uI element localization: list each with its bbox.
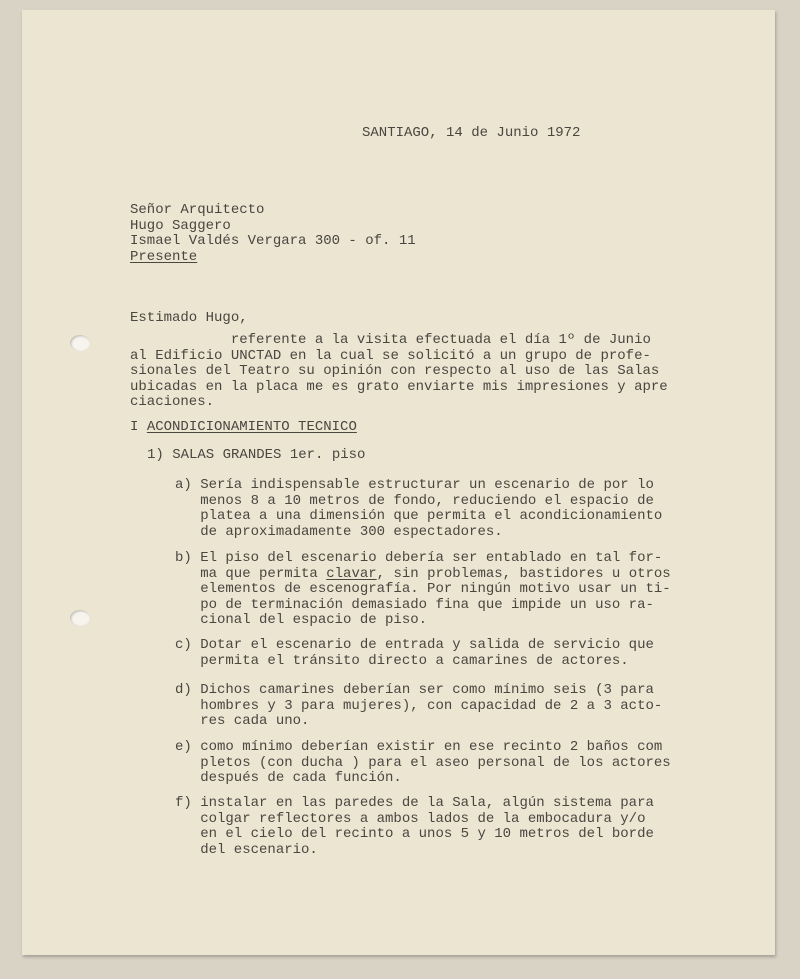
text-line: después de cada función. [175,770,402,786]
text-line: ciaciones. [130,394,215,410]
text-line: platea a una dimensión que permita el acondicionamiento [175,508,663,524]
intro-paragraph [130,333,668,411]
text-line: d) Dichos camarines deberían ser como mínimo seis (3 para [175,682,654,698]
item-f [175,796,654,858]
item-e [175,740,671,787]
item-d [175,683,662,730]
text-line: f) instalar en las paredes de la Sala, algún sistema para [175,795,654,811]
item-a [175,478,662,540]
text-line: menos 8 a 10 metros de fondo, reduciendo el espacio de [175,492,654,509]
text-segment: ma que permita [175,565,327,582]
text-line: c) Dotar el escenario de entrada y salida de servicio que [175,637,654,653]
text-line: res cada uno. [175,713,310,729]
text-line: en el cielo del recinto a unos 5 y 10 metros del borde [175,826,654,842]
text-line: del escenario. [175,841,318,858]
section-number: I [130,419,147,435]
subsection-heading: 1) SALAS GRANDES 1er. piso [147,447,366,463]
text-line: a) Sería indispensable estructurar un escenario de por lo [175,477,654,493]
text-line: e) como mínimo deberían existir en ese recinto 2 baños com [175,739,663,755]
section-title: ACONDICIONAMIENTO TECNICO [146,419,357,435]
text-line: elementos de escenografía. Por ningún motivo usar un ti- [175,581,671,597]
text-line: colgar reflectores a ambos lados de la embocadura y/o [175,810,646,827]
text-line: referente a la visita efectuada el día 1º de Junio [130,332,651,348]
address-closing: Presente [130,248,198,265]
text-line [175,567,671,583]
text-line: pletos (con ducha ) para el aseo personal de los actores [175,754,671,771]
text-line: b) El piso del escenario debería ser entablado en tal for- [175,550,663,566]
text-line: hombres y 3 para mujeres), con capacidad de 2 a 3 acto- [175,697,663,714]
item-c [175,638,654,669]
underlined-word: clavar [326,565,377,582]
punch-hole [70,610,90,626]
address-line: Señor Arquitecto [130,202,265,218]
text-line: de aproximadamente 300 espectadores. [175,523,503,540]
item-b [175,551,671,629]
letter-date: SANTIAGO, 14 de Junio 1972 [362,125,581,141]
address-line: Ismael Valdés Vergara 300 - of. 11 [130,233,416,249]
text-segment: , sin problemas, bastidores u otros [376,565,671,582]
address-line: Hugo Saggero [130,217,231,234]
recipient-address [130,203,416,265]
section-heading [130,420,357,436]
text-line: al Edificio UNCTAD en la cual se solicitó a un grupo de profe- [130,347,651,364]
text-line: permita el tránsito directo a camarines de actores. [175,652,629,669]
punch-hole [70,335,90,351]
text-line: cional del espacio de piso. [175,612,428,628]
text-line: po de terminación demasiado fina que impide un uso ra- [175,596,654,613]
greeting: Estimado Hugo, [130,310,248,326]
text-line: sionales del Teatro su opinión con respecto al uso de las Salas [130,363,660,379]
text-line: ubicadas en la placa me es grato enviarte mis impresiones y apre [130,378,668,395]
